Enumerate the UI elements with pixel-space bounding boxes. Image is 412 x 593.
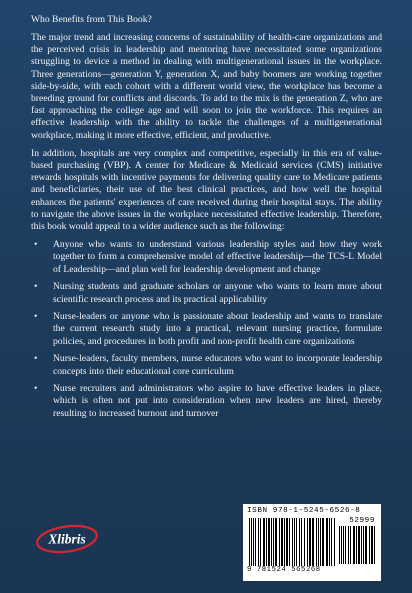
- isbn-barcode: [243, 504, 381, 581]
- barcode-bar: [255, 518, 256, 566]
- barcode-bar: [320, 518, 321, 566]
- barcode-bar: [281, 518, 283, 566]
- barcode-bar: [296, 518, 297, 566]
- barcode-digits: 9 781524 565268: [247, 566, 321, 574]
- paragraph-intro: The major trend and increasing concerns of sustainability of health-care organizations and the perceived crisis in leadership and mentoring have necessitated some organizations struggling to device a method in dealing with multigenerational issues in the workplace. Three generations—generation Y, generation X, and baby boomers are working together side-by-side, with each cohort with a different world view, the workplace has become a breeding ground for conflicts and discords. To add to the mix is the generation Z, who are fast approaching the college age and will soon to join the workforce. This requires an effective leadership with the ability to tackle the challenges of a multigenerational workplace, making it more effective, efficient, and productive.: [31, 32, 382, 141]
- barcode-bar: [353, 526, 355, 564]
- barcode-main-bars: [249, 518, 335, 566]
- barcode-bar: [266, 518, 267, 566]
- barcode-bar: [374, 526, 375, 564]
- barcode-bar: [309, 518, 311, 566]
- barcode-bar: [363, 526, 364, 564]
- cover-footer: [0, 489, 412, 593]
- barcode-bar: [331, 518, 332, 566]
- xlibris-logo: [35, 524, 99, 554]
- barcode-bar: [271, 518, 272, 566]
- list-item: [31, 353, 382, 377]
- barcode-bar: [334, 518, 335, 566]
- bullet-icon: •: [34, 281, 38, 293]
- barcode-bar: [312, 518, 314, 566]
- section-heading: Who Benefits from This Book?: [31, 14, 152, 25]
- barcode-bar: [365, 526, 367, 564]
- barcode-bar: [322, 518, 324, 566]
- barcode-bar: [371, 526, 373, 564]
- bullet-icon: •: [34, 353, 38, 365]
- bullet-icon: •: [34, 311, 38, 323]
- barcode-bar: [348, 526, 349, 564]
- barcode-bar: [279, 518, 280, 566]
- barcode-bar: [356, 526, 357, 564]
- barcode-bar: [329, 518, 330, 566]
- list-item: [31, 281, 382, 305]
- paragraph-hospitals: In addition, hospitals are very complex and competitive, especially in this era of value-based purchasing (VBP). A center for Medicare & Medicaid services (CMS) initiative rewards hospitals with incentive payments for delivering quality care to Medicare patients and beneficiaries, their use of the best clinical practices, and how well the hospital enhances the patients' experiences of care received during their hospital stays. The ability to navigate the above issues in the workplace necessitated effective leadership. Therefore, this book would appeal to a wider audience such as the following:: [31, 147, 382, 233]
- barcode-bar: [294, 518, 295, 566]
- bullet-icon: •: [34, 383, 38, 395]
- barcode-bar: [361, 526, 362, 564]
- list-item-text: Anyone who wants to understand various leadership styles and how they work together to form a comprehensive model of effective leadership—the TCS-L Model of Leadership—and plan well for leadership development and change: [53, 239, 382, 275]
- barcode-bar: [253, 518, 254, 566]
- list-item-text: Nurse-leaders, faculty members, nurse educators who want to incorporate leadership concepts into their educational core curriculum: [53, 353, 382, 377]
- barcode-bar: [286, 518, 288, 566]
- list-item-text: Nurse recruiters and administrators who aspire to have effective leaders in place, which is often not put into consideration when new leaders are hired, thereby resulting to increased burnout and turnover: [53, 383, 382, 419]
- barcode-bar: [275, 518, 277, 566]
- barcode-bar: [345, 526, 346, 564]
- barcode-bar: [316, 518, 317, 566]
- list-item-text: Nursing students and graduate scholars or anyone who wants to learn more about scientific research process and its practical applicability: [53, 281, 382, 305]
- barcode-bar: [284, 518, 285, 566]
- bullet-icon: •: [34, 239, 38, 251]
- barcode-bar: [273, 518, 274, 566]
- barcode-bar: [350, 526, 351, 564]
- list-item-text: Nurse-leaders or anyone who is passionate about leadership and wants to translate the current research study into a practical, relevant nursing practice, formulate policies, and procedures in both profit and non-profit health care organizations: [53, 311, 382, 347]
- barcode-bar: [299, 518, 300, 566]
- barcode-bar: [263, 518, 265, 566]
- price-addon-text: 52999: [349, 517, 375, 525]
- audience-list: [31, 239, 382, 420]
- isbn-text: ISBN 978-1-5245-6526-8: [247, 507, 361, 515]
- logo-text: Xlibris: [48, 531, 86, 547]
- barcode-bar: [249, 518, 250, 566]
- barcode-bar: [341, 526, 342, 564]
- list-item: [31, 239, 382, 276]
- barcode-bar: [292, 518, 293, 566]
- list-item: [31, 311, 382, 348]
- barcode-bar: [339, 526, 340, 564]
- barcode-bar: [343, 526, 344, 564]
- barcode-addon-bars: [339, 526, 375, 564]
- barcode-bar: [301, 518, 302, 566]
- barcode-bar: [307, 518, 308, 566]
- barcode-bar: [304, 518, 305, 566]
- barcode-bar: [251, 518, 252, 566]
- barcode-bar: [326, 518, 328, 566]
- barcode-bar: [268, 518, 270, 566]
- barcode-bar: [258, 518, 259, 566]
- barcode-bar: [318, 518, 319, 566]
- barcode-bar: [289, 518, 290, 566]
- list-item: [31, 383, 382, 420]
- barcode-bar: [369, 526, 370, 564]
- barcode-bar: [358, 526, 360, 564]
- barcode-bar: [260, 518, 261, 566]
